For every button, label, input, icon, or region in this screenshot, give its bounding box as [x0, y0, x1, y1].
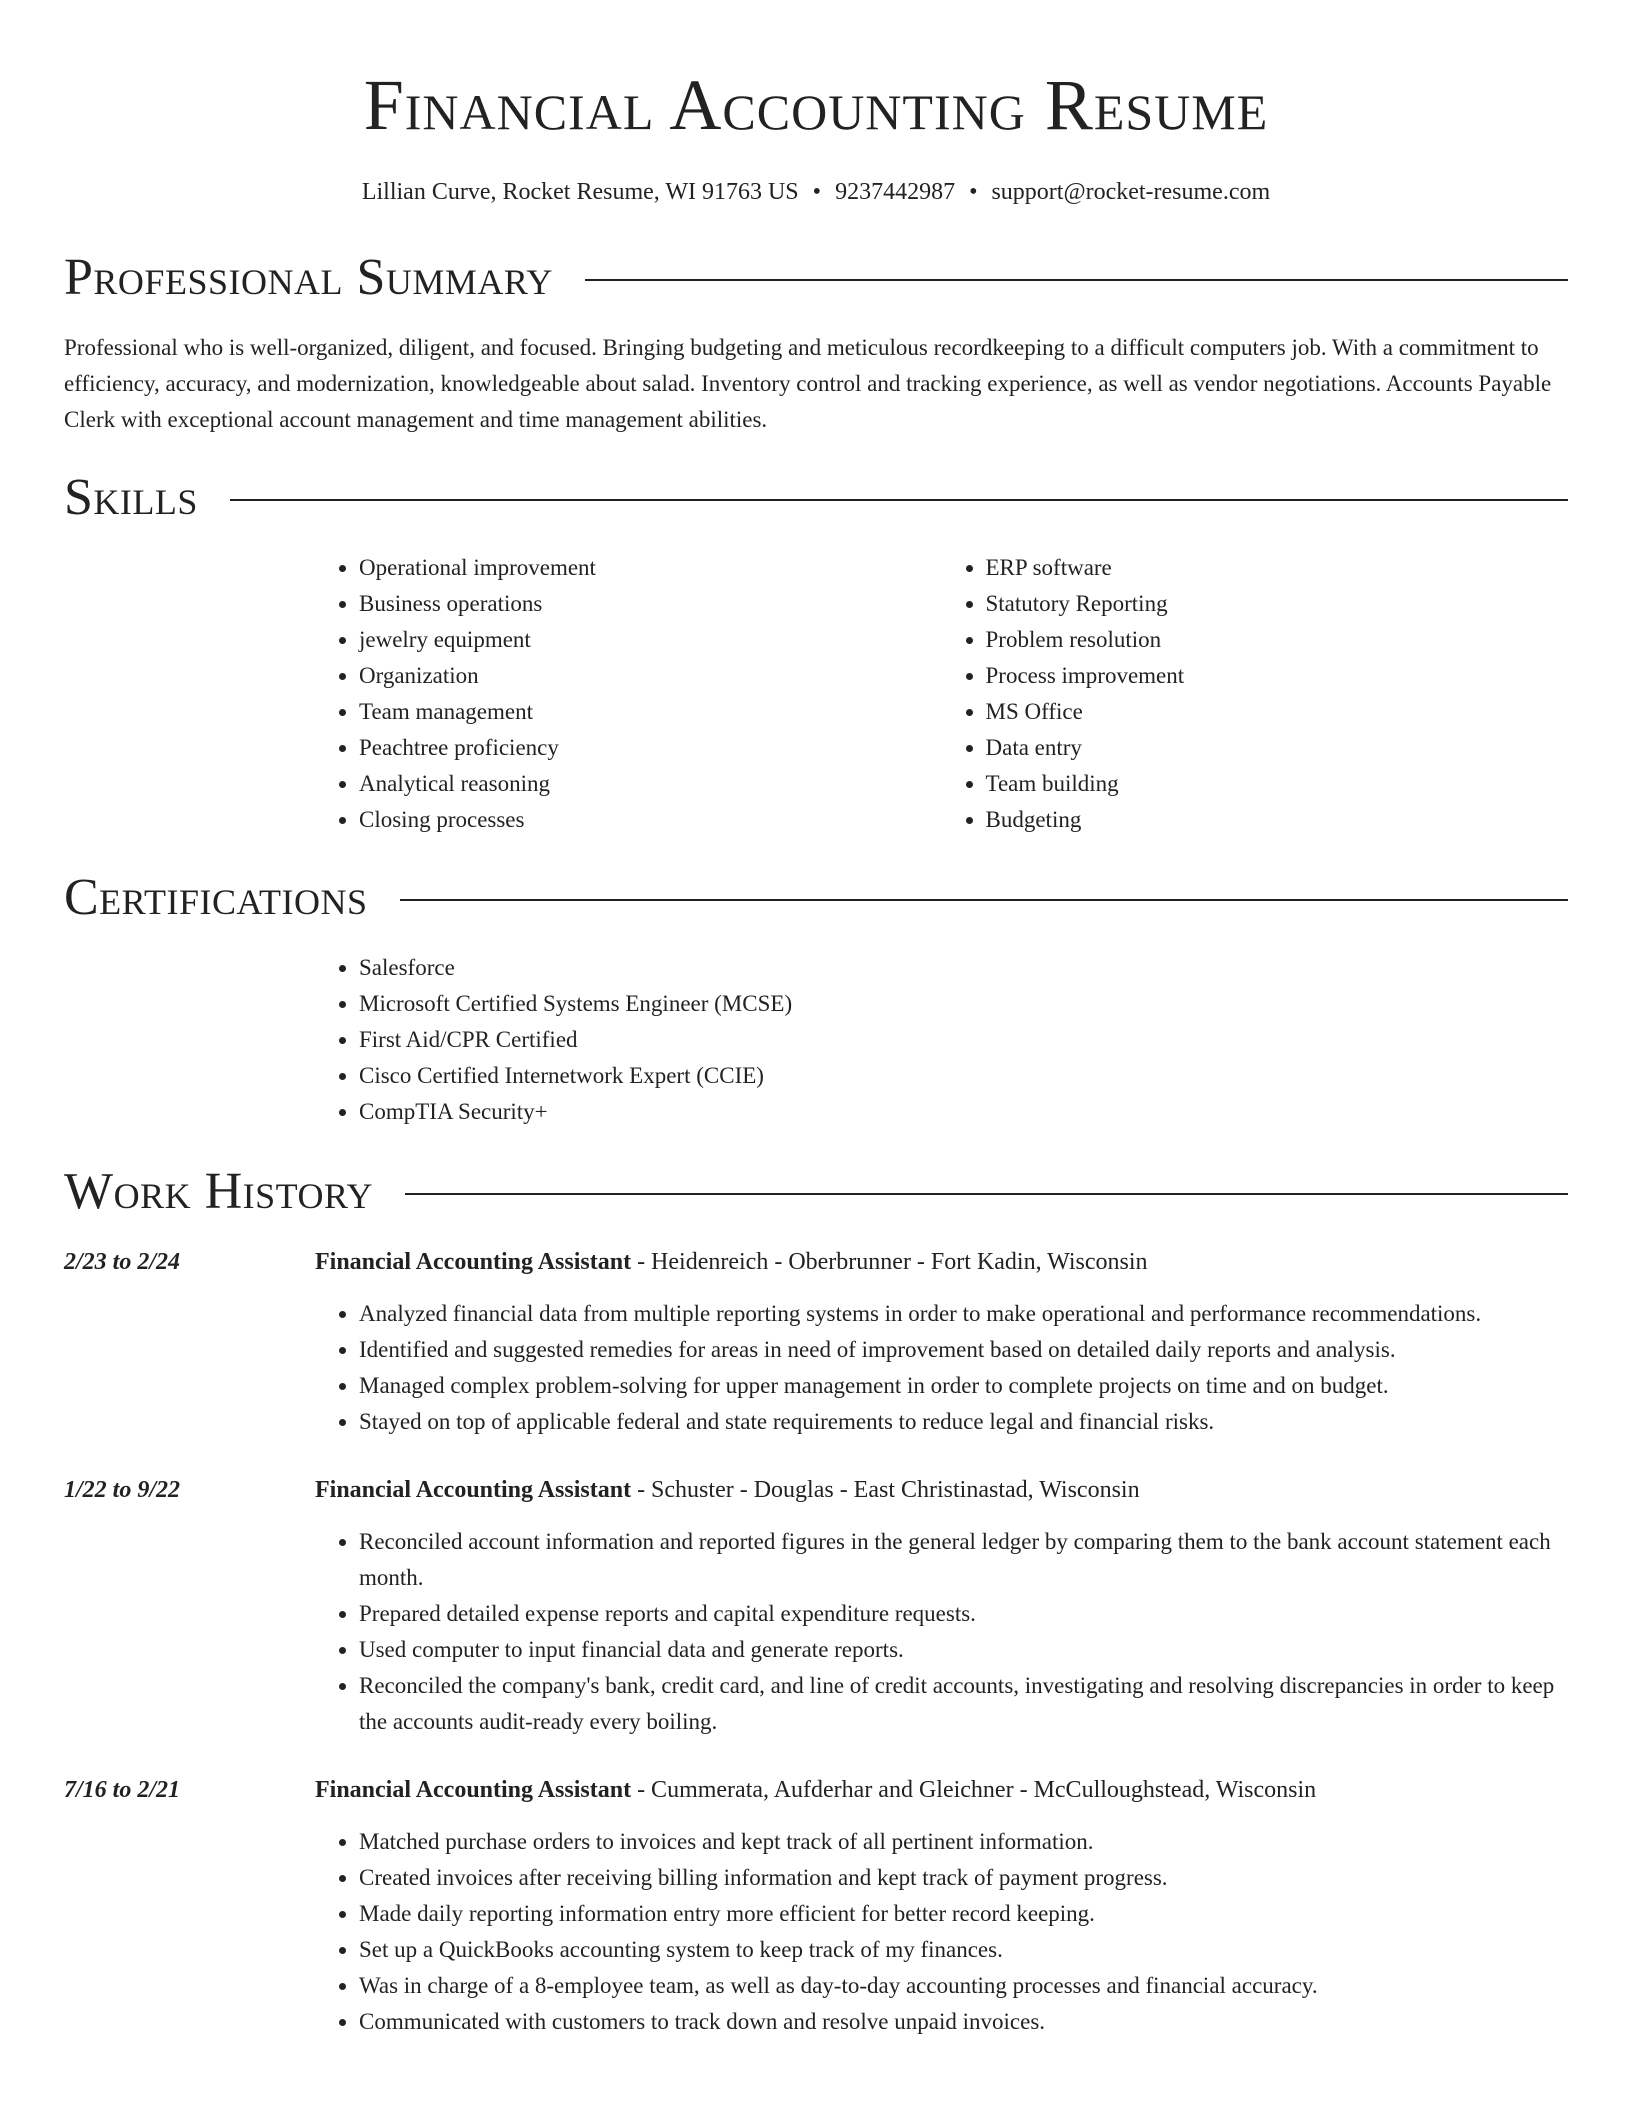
skill-item: • ERP software	[986, 550, 1569, 586]
skill-item: • Statutory Reporting	[986, 586, 1569, 622]
job-bullet: • Was in charge of a 8-employee team, as well as day-to-day accounting processes and financial accuracy.	[359, 1968, 1568, 2004]
certifications-list	[315, 950, 1568, 1130]
page-title: Financial Accounting Resume	[363, 65, 1269, 145]
contact-phone: 9237442987	[835, 179, 956, 205]
section-heading: Professional Summary	[64, 249, 553, 306]
job-employer: - Heidenreich - Oberbrunner - Fort Kadin, Wisconsin	[631, 1249, 1148, 1275]
job-header	[64, 1244, 1568, 1280]
job-entry	[64, 1472, 1568, 1740]
job-title: Financial Accounting Assistant	[315, 1477, 632, 1503]
job-title-line	[315, 1472, 1140, 1508]
job-bullet: • Communicated with customers to track down and resolve unpaid invoices.	[359, 2004, 1568, 2040]
skill-item: • jewelry equipment	[359, 622, 942, 658]
skill-item: • Analytical reasoning	[359, 766, 942, 802]
section-divider	[585, 279, 1568, 281]
resume-page	[64, 0, 1568, 2040]
skill-item: • Operational improvement	[359, 550, 942, 586]
skill-item: • Team management	[359, 694, 942, 730]
job-bullets	[315, 1524, 1568, 1740]
job-bullet: • Made daily reporting information entry more efficient for better record keeping.	[359, 1896, 1568, 1932]
skill-item: • Data entry	[986, 730, 1569, 766]
certification-item: • CompTIA Security+	[359, 1094, 1568, 1130]
job-bullet: • Matched purchase orders to invoices and kept track of all pertinent information.	[359, 1824, 1568, 1860]
job-bullet: • Identified and suggested remedies for areas in need of improvement based on detailed daily reports and analysis.	[359, 1332, 1568, 1368]
job-bullet: • Set up a QuickBooks accounting system to keep track of my finances.	[359, 1932, 1568, 1968]
contact-separator: •	[812, 179, 822, 205]
certification-item: • First Aid/CPR Certified	[359, 1022, 1568, 1058]
job-header	[64, 1772, 1568, 1808]
skill-item: • Process improvement	[986, 658, 1569, 694]
job-bullet: • Used computer to input financial data and generate reports.	[359, 1632, 1568, 1668]
job-bullets	[315, 1824, 1568, 2040]
skill-item: • Problem resolution	[986, 622, 1569, 658]
job-bullet: • Stayed on top of applicable federal and state requirements to reduce legal and financial risks.	[359, 1404, 1568, 1440]
job-dates: 2/23 to 2/24	[64, 1249, 181, 1275]
job-dates: 7/16 to 2/21	[64, 1777, 181, 1803]
skill-item: • Business operations	[359, 586, 942, 622]
summary-text: Professional who is well-organized, diligent, and focused. Bringing budgeting and meticulous recordkeeping to a difficult computers job. With a commitment to efficiency, accuracy, and modernization, knowledgeable about salad. Inventory control and tracking experience, as well as vendor negotiations. Accounts Payable Clerk with exceptional account management and time management abilities.	[64, 335, 1552, 432]
section-summary	[64, 248, 1568, 308]
section-heading: Skills	[64, 469, 198, 526]
contact-line	[64, 176, 1568, 208]
section-skills	[64, 468, 1568, 528]
job-bullet: • Reconciled the company's bank, credit card, and line of credit accounts, investigating and resolving discrepancies in order to keep the accounts audit-ready every boiling.	[359, 1668, 1568, 1740]
section-certifications	[64, 868, 1568, 928]
job-entry	[64, 1772, 1568, 2040]
job-title-line	[315, 1244, 1148, 1280]
job-bullets	[315, 1296, 1568, 1440]
certification-item: • Salesforce	[359, 950, 1568, 986]
job-bullet: • Created invoices after receiving billing information and kept track of payment progress.	[359, 1860, 1568, 1896]
job-header	[64, 1472, 1568, 1508]
contact-email: support@rocket-resume.com	[991, 179, 1271, 205]
section-divider	[400, 899, 1568, 901]
contact-address: Lillian Curve, Rocket Resume, WI 91763 US	[361, 179, 799, 205]
skill-item: • Closing processes	[359, 802, 942, 838]
skills-list-right	[942, 550, 1569, 838]
job-dates: 1/22 to 9/22	[64, 1477, 181, 1503]
skills-columns	[315, 550, 1568, 838]
skills-list-left	[315, 550, 942, 838]
skill-item: • Budgeting	[986, 802, 1569, 838]
section-heading: Certifications	[64, 869, 368, 926]
section-divider	[230, 499, 1568, 501]
job-title-line	[315, 1772, 1316, 1808]
skill-item: • MS Office	[986, 694, 1569, 730]
job-title: Financial Accounting Assistant	[315, 1777, 632, 1803]
job-entry	[64, 1244, 1568, 1440]
skill-item: • Team building	[986, 766, 1569, 802]
section-divider	[405, 1193, 1568, 1195]
section-work-history	[64, 1162, 1568, 1222]
section-heading: Work History	[64, 1163, 374, 1220]
job-bullet: • Reconciled account information and reported figures in the general ledger by comparing them to the bank account statement each month.	[359, 1524, 1568, 1596]
job-bullet: • Analyzed financial data from multiple reporting systems in order to make operational and performance recommendations.	[359, 1296, 1568, 1332]
skill-item: • Peachtree proficiency	[359, 730, 942, 766]
contact-separator: •	[969, 179, 978, 205]
job-bullet: • Prepared detailed expense reports and capital expenditure requests.	[359, 1596, 1568, 1632]
certification-item: • Microsoft Certified Systems Engineer (MCSE)	[359, 986, 1568, 1022]
certification-item: • Cisco Certified Internetwork Expert (CCIE)	[359, 1058, 1568, 1094]
job-employer: - Schuster - Douglas - East Christinastad, Wisconsin	[631, 1477, 1140, 1503]
skill-item: • Organization	[359, 658, 942, 694]
job-title: Financial Accounting Assistant	[315, 1249, 632, 1275]
job-bullet: • Managed complex problem-solving for upper management in order to complete projects on time and on budget.	[359, 1368, 1568, 1404]
job-employer: - Cummerata, Aufderhar and Gleichner - McCulloughstead, Wisconsin	[631, 1777, 1317, 1803]
